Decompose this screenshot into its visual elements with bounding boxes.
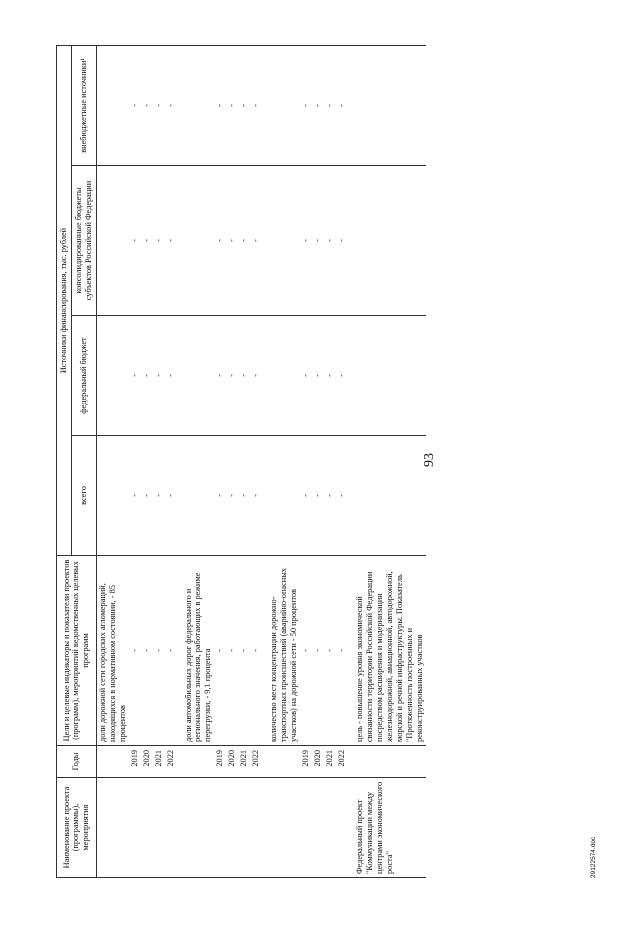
value-regional: - [214,166,226,316]
value-regional: - [165,166,177,316]
table-row [214,46,226,878]
table-row [165,46,177,878]
goal-value: - [129,556,141,746]
project-cell [183,778,215,878]
value-total: - [165,436,177,556]
value-federal: - [300,316,312,436]
value-total: - [312,436,324,556]
project-cell [214,778,226,878]
indicator-text: доли дорожной сети городских агломераций, находящихся в нормативном состоянии, - 85 процентов [96,556,128,746]
value-total: - [336,436,348,556]
value-extra: - [141,46,153,166]
project-name: Федеральный проект "Коммуникации между центрами экономического роста" [354,778,426,878]
goal-value: - [214,556,226,746]
project-goal: цель - повышение уровня экономической связанности территории Российской Федерации посредством расширения и модернизации железнодорожной, авиационной, автодорожной, морской и речной инфраструктуры. Показатель "Протяженность построенных и реконструированных участков [354,556,426,746]
value-cell [268,166,300,316]
year-cell: 2019 [214,746,226,778]
table-row [300,46,312,878]
value-federal: - [214,316,226,436]
project-cell [153,778,165,878]
value-cell [268,436,300,556]
goal-value: - [165,556,177,746]
value-total: - [153,436,165,556]
value-total: - [238,436,250,556]
value-regional: - [300,166,312,316]
value-cell [183,316,215,436]
goal-value: - [312,556,324,746]
value-federal: - [324,316,336,436]
project-cell [336,778,348,878]
table-row [129,46,141,878]
year-cell: 2019 [129,746,141,778]
goal-value: - [153,556,165,746]
rotated-sheet [56,46,500,878]
value-federal: - [153,316,165,436]
goal-value: - [300,556,312,746]
value-extra: - [165,46,177,166]
value-cell [354,436,426,556]
financing-table [56,45,426,878]
value-extra: - [250,46,262,166]
year-cell: 2020 [312,746,324,778]
project-cell [300,778,312,878]
value-federal: - [226,316,238,436]
value-federal: - [141,316,153,436]
value-total: - [214,436,226,556]
value-cell [96,166,128,316]
value-cell [354,46,426,166]
indicator-row [96,46,128,878]
project-cell [226,778,238,878]
value-total: - [300,436,312,556]
file-footer: 29122574.doc [590,836,597,878]
header-total: всего [71,436,96,556]
header-project-name: Наименование проекта (программы), мероприятия [57,778,97,878]
indicator-text: количество мест концентрации дорожно-транспортных происшествий (аварийно-опасных участков) на дорожной сети - 50 процентов [268,556,300,746]
value-cell [96,46,128,166]
value-cell [96,436,128,556]
table-row [226,46,238,878]
project-cell [96,778,128,878]
header-sources: Источники финансирования, тыс. рублей [57,46,72,556]
value-cell [354,316,426,436]
value-extra: - [129,46,141,166]
value-extra: - [226,46,238,166]
goal-value: - [324,556,336,746]
year-cell: 2022 [165,746,177,778]
value-federal: - [336,316,348,436]
value-total: - [324,436,336,556]
value-federal: - [238,316,250,436]
table-row [250,46,262,878]
year-cell: 2020 [141,746,153,778]
header-goals: Цели и целевые индикаторы и показатели проектов (программ), мероприятий ведомственных целевых программ [57,556,97,746]
table-row [312,46,324,878]
year-cell [268,746,300,778]
project-cell [312,778,324,878]
value-cell [96,316,128,436]
table-row [324,46,336,878]
year-cell: 2022 [336,746,348,778]
project-cell [165,778,177,878]
value-total: - [141,436,153,556]
indicator-text: доли автомобильных дорог федерального и регионального значения, работающих в режиме перегрузки, - 9,1 процента [183,556,215,746]
value-extra: - [214,46,226,166]
table-row [336,46,348,878]
year-cell: 2019 [300,746,312,778]
value-total: - [129,436,141,556]
table-row [153,46,165,878]
table-body [96,46,425,878]
goal-value: - [238,556,250,746]
value-cell [183,46,215,166]
page-number: 93 [422,453,437,467]
project-cell [238,778,250,878]
year-cell: 2021 [324,746,336,778]
project-cell [129,778,141,878]
value-federal: - [165,316,177,436]
project-row [354,46,426,878]
value-cell [354,166,426,316]
value-extra: - [324,46,336,166]
indicator-row [268,46,300,878]
value-total: - [226,436,238,556]
value-federal: - [129,316,141,436]
project-cell [268,778,300,878]
value-extra: - [238,46,250,166]
value-regional: - [238,166,250,316]
table-row [238,46,250,878]
year-cell [183,746,215,778]
value-extra: - [300,46,312,166]
value-federal: - [250,316,262,436]
value-cell [268,316,300,436]
value-extra: - [153,46,165,166]
year-cell: 2021 [153,746,165,778]
value-cell [183,166,215,316]
value-regional: - [141,166,153,316]
goal-value: - [226,556,238,746]
value-regional: - [226,166,238,316]
header-regional: консолидированные бюджеты субъектов Российской Федерации [71,166,96,316]
value-federal: - [312,316,324,436]
value-total: - [250,436,262,556]
header-federal: федеральный бюджет [71,316,96,436]
goal-value: - [141,556,153,746]
year-cell: 2022 [250,746,262,778]
value-extra: - [312,46,324,166]
header-row-1 [57,46,72,878]
project-cell [141,778,153,878]
value-cell [268,46,300,166]
value-regional: - [312,166,324,316]
value-regional: - [153,166,165,316]
project-cell [250,778,262,878]
header-years: Годы [57,746,97,778]
value-regional: - [129,166,141,316]
value-regional: - [336,166,348,316]
table-row [141,46,153,878]
value-regional: - [250,166,262,316]
year-cell [354,746,426,778]
goal-value: - [250,556,262,746]
value-extra: - [336,46,348,166]
goal-value: - [336,556,348,746]
year-cell: 2020 [226,746,238,778]
project-cell [324,778,336,878]
year-cell [96,746,128,778]
value-cell [183,436,215,556]
header-extra: внебюджетные источники¹ [71,46,96,166]
year-cell: 2021 [238,746,250,778]
value-regional: - [324,166,336,316]
indicator-row [183,46,215,878]
